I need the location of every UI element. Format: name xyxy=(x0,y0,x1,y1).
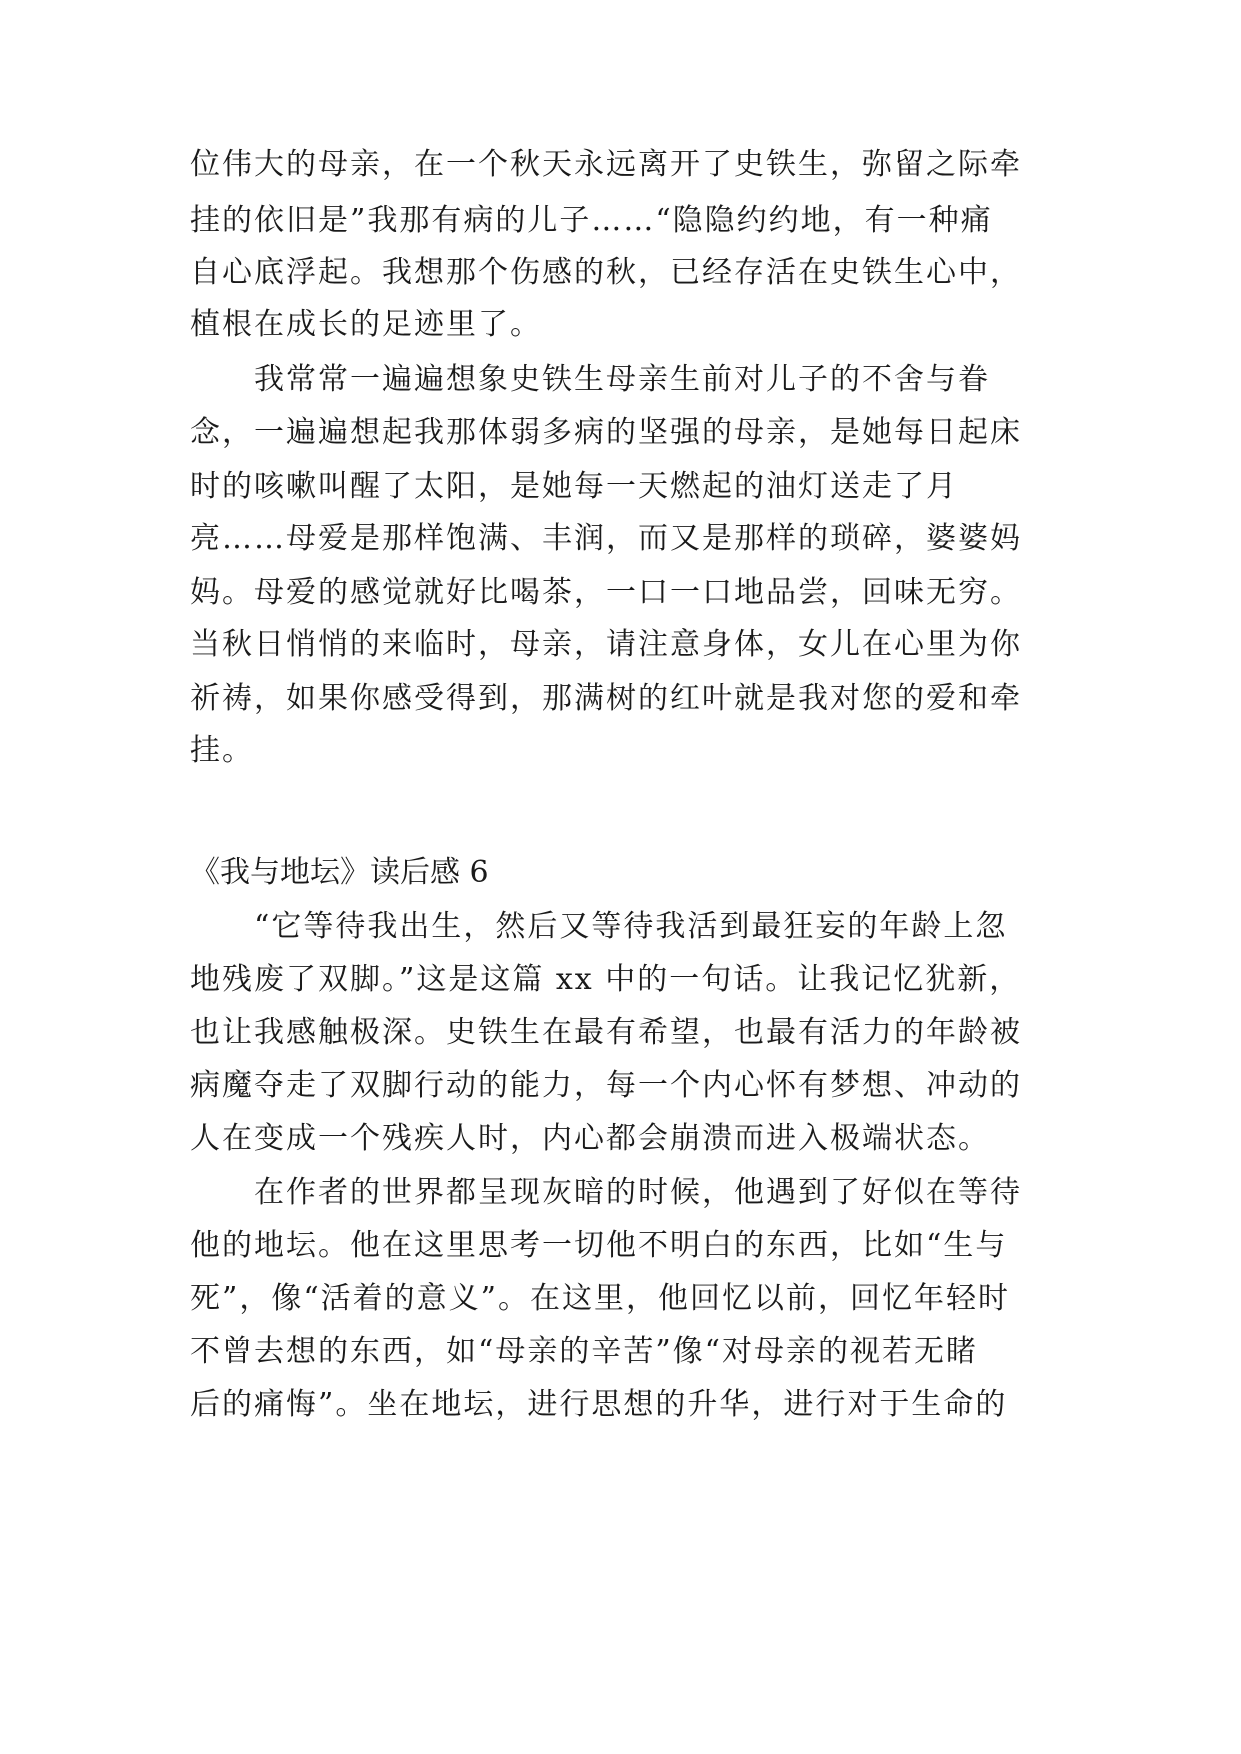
paragraph-line: 祈祷，如果你感受得到，那满树的红叶就是我对您的爱和牵 xyxy=(190,681,1022,716)
paragraph-line: “它等待我出生，然后又等待我活到最狂妄的年龄上忽 xyxy=(254,909,1008,944)
paragraph-line: 不曾去想的东西，如“母亲的辛苦”像“对母亲的视若无睹 xyxy=(190,1334,979,1369)
paragraph-line: 妈。母爱的感觉就好比喝茶，一口一口地品尝，回味无穷。 xyxy=(190,575,1022,610)
paragraph-line: 挂。 xyxy=(190,733,254,768)
paragraph-line: 亮……母爱是那样饱满、丰润，而又是那样的琐碎，婆婆妈 xyxy=(190,521,1022,556)
paragraph-line: 自心底浮起。我想那个伤感的秋，已经存活在史铁生心中， xyxy=(190,255,1022,290)
paragraph-line: 后的痛悔”。坐在地坛，进行思想的升华，进行对于生命的 xyxy=(190,1387,1008,1422)
paragraph-line: 念，一遍遍想起我那体弱多病的坚强的母亲，是她每日起床 xyxy=(190,415,1022,450)
paragraph-line: 病魔夺走了双脚行动的能力，每一个内心怀有梦想、冲动的 xyxy=(190,1068,1022,1103)
paragraph-line: 人在变成一个残疾人时，内心都会崩溃而进入极端状态。 xyxy=(190,1121,990,1156)
paragraph-line: 他的地坛。他在这里思考一切他不明白的东西，比如“生与 xyxy=(190,1228,1008,1263)
paragraph-line: 也让我感触极深。史铁生在最有希望，也最有活力的年龄被 xyxy=(190,1015,1022,1050)
paragraph-line: 位伟大的母亲，在一个秋天永远离开了史铁生，弥留之际牵 xyxy=(190,147,1022,182)
paragraph-line: 我常常一遍遍想象史铁生母亲生前对儿子的不舍与眷 xyxy=(254,362,990,397)
paragraph-line: 植根在成长的足迹里了。 xyxy=(190,307,542,342)
paragraph-line: 时的咳嗽叫醒了太阳，是她每一天燃起的油灯送走了月 xyxy=(190,469,958,504)
paragraph-line: 在作者的世界都呈现灰暗的时候，他遇到了好似在等待 xyxy=(254,1175,1022,1210)
paragraph-line: 死”，像“活着的意义”。在这里，他回忆以前，回忆年轻时 xyxy=(190,1281,1011,1316)
paragraph-line: 挂的依旧是”我那有病的儿子……“隐隐约约地，有一种痛 xyxy=(190,203,993,238)
paragraph-line: 地残废了双脚。”这是这篇 xx 中的一句话。让我记忆犹新， xyxy=(190,962,1022,997)
paragraph-line: 当秋日悄悄的来临时，母亲，请注意身体，女儿在心里为你 xyxy=(190,627,1022,662)
section-heading: 《我与地坛》读后感 6 xyxy=(190,855,489,890)
